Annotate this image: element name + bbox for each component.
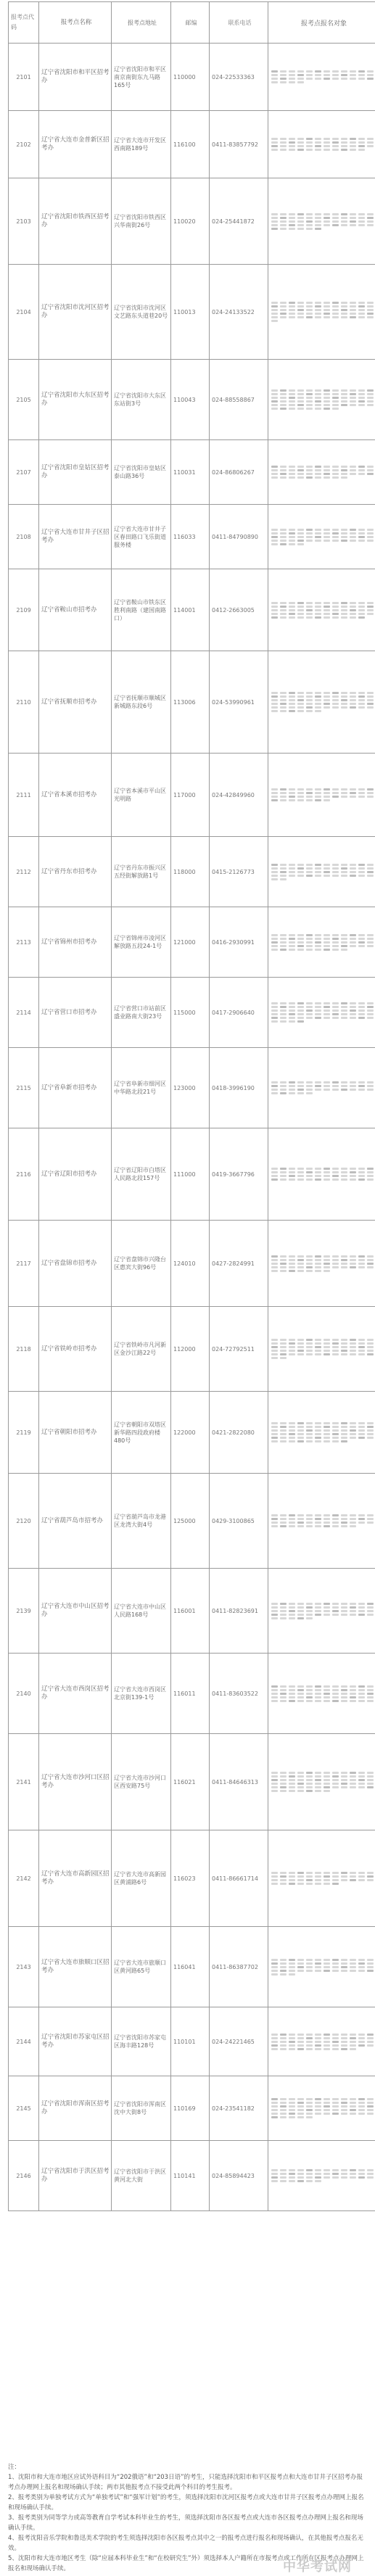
row-address: 辽宁省朝阳市双塔区新华路四段政府楼480号 (112, 1392, 171, 1474)
table-row (9, 1128, 375, 1221)
row-zip: 116041 (171, 1927, 210, 2007)
row-address: 辽宁省大连市甘井子区春田路口飞乐街道服务楼 (112, 505, 171, 569)
row-scope-blurred (268, 1830, 375, 1927)
row-address: 辽宁省丹东市振兴区五经街解放路1号 (112, 837, 171, 907)
table-row (9, 2141, 375, 2211)
row-address: 辽宁省大连市高新园区黄浦路6号 (112, 1830, 171, 1927)
table-row (9, 44, 375, 111)
header-scope: 报考点报名对象 (268, 2, 375, 44)
note-item: 4、报考沈阳音乐学院和鲁迅美术学院的考生须选择沈阳市各区报考点其中之一的报考点进行报名和现场确认，在其他报考点报名无效。 (8, 2535, 363, 2552)
row-code: 2141 (9, 1734, 39, 1830)
document (8, 1, 367, 2211)
row-code: 2120 (9, 1474, 39, 1569)
row-address: 辽宁省沈阳市铁西区兴华南街26号 (112, 178, 171, 265)
row-scope-blurred (268, 111, 375, 178)
row-name: 辽宁省丹东市招考办 (39, 837, 112, 907)
table-row (9, 1927, 375, 2007)
row-zip: 116033 (171, 505, 210, 569)
row-address: 辽宁省辽阳市白塔区人民路北段157号 (112, 1128, 171, 1221)
table-row (9, 1048, 375, 1128)
table-row (9, 978, 375, 1048)
row-name: 辽宁省本溪市招考办 (39, 754, 112, 837)
row-code: 2108 (9, 505, 39, 569)
table-row (9, 505, 375, 569)
row-scope-blurred (268, 651, 375, 754)
row-code: 2115 (9, 1048, 39, 1128)
row-phone: 0421-2822080 (210, 1392, 268, 1474)
row-scope-blurred (268, 1654, 375, 1734)
row-code: 2119 (9, 1392, 39, 1474)
row-name: 辽宁省葫芦岛市招考办 (39, 1474, 112, 1569)
row-zip: 110141 (171, 2141, 210, 2211)
row-address: 辽宁省大连市中山区人民路168号 (112, 1569, 171, 1654)
row-scope-blurred (268, 907, 375, 978)
row-zip: 110013 (171, 265, 210, 360)
table-header-row (9, 2, 375, 44)
table-row (9, 1307, 375, 1392)
row-zip: 112000 (171, 1307, 210, 1392)
row-phone: 0411-84790890 (210, 505, 268, 569)
row-phone: 024-42849960 (210, 754, 268, 837)
row-scope-blurred (268, 360, 375, 440)
row-zip: 125000 (171, 1474, 210, 1569)
row-name: 辽宁省抚顺市招考办 (39, 651, 112, 754)
row-scope-blurred (268, 1392, 375, 1474)
row-scope-blurred (268, 1474, 375, 1569)
row-address: 辽宁省沈阳市于洪区黄河北大街 (112, 2141, 171, 2211)
row-zip: 110000 (171, 44, 210, 111)
row-name: 辽宁省阜新市招考办 (39, 1048, 112, 1128)
row-name: 辽宁省辽阳市招考办 (39, 1128, 112, 1221)
row-zip: 122000 (171, 1392, 210, 1474)
note-item: 1、沈阳市和大连市地区应试外语科目为“202俄语”和“203日语”的考生，只能选择沈阳市和平区报考点和大连市甘井子区招考办报考点办理网上报名和现场确认手续；两市其他报考点不接受此两个科目的考生报考。 (8, 2474, 363, 2491)
table-row (9, 440, 375, 505)
row-phone: 024-53990961 (210, 651, 268, 754)
table-row (9, 360, 375, 440)
row-zip: 116100 (171, 111, 210, 178)
row-phone: 0418-3996190 (210, 1048, 268, 1128)
exam-site-table (8, 1, 375, 2211)
table-body (9, 44, 375, 2211)
row-code: 2143 (9, 1927, 39, 2007)
row-scope-blurred (268, 1569, 375, 1654)
row-name: 辽宁省沈阳市铁西区招考办 (39, 178, 112, 265)
table-row (9, 2007, 375, 2076)
row-zip: 110031 (171, 440, 210, 505)
row-zip: 116011 (171, 1654, 210, 1734)
table-row (9, 2076, 375, 2141)
row-code: 2140 (9, 1654, 39, 1734)
row-address: 辽宁省鞍山市铁东区胜利南路（建国南路口） (112, 569, 171, 651)
row-zip: 117000 (171, 754, 210, 837)
row-name: 辽宁省大连市甘井子区招考办 (39, 505, 112, 569)
row-scope-blurred (268, 178, 375, 265)
row-scope-blurred (268, 505, 375, 569)
row-code: 2144 (9, 2007, 39, 2076)
row-address: 辽宁省沈阳市大东区东站街3号 (112, 360, 171, 440)
header-name: 报考点名称 (39, 2, 112, 44)
note-item: 5、沈阳市和大连市地区考生（除“应届本科毕业生”和“在校研究生”外）须选择本人户籍所在市报考点或工作所在区报考点办理网上报名和现场确认手续。 (8, 2555, 364, 2572)
row-code: 2116 (9, 1128, 39, 1221)
row-zip: 121000 (171, 907, 210, 978)
row-phone: 0427-2824991 (210, 1221, 268, 1307)
row-phone: 0415-2126773 (210, 837, 268, 907)
note-item: 3、报考类别为同等学力或高等教育自学考试本科毕业生的考生，须选择沈阳市各区报考点或大连市各区报考点办理网上报名和现场确认手续。 (8, 2514, 363, 2532)
table-row (9, 1474, 375, 1569)
row-scope-blurred (268, 837, 375, 907)
row-phone: 024-25441872 (210, 178, 268, 265)
table-row (9, 111, 375, 178)
notes-heading: 注： (8, 2464, 21, 2471)
table-row (9, 651, 375, 754)
row-phone: 0419-3667796 (210, 1128, 268, 1221)
row-phone: 024-88558867 (210, 360, 268, 440)
row-phone: 024-23541182 (210, 2076, 268, 2141)
table-row (9, 754, 375, 837)
row-phone: 024-86806267 (210, 440, 268, 505)
row-address: 辽宁省营口市站前区盛业路南大街23号 (112, 978, 171, 1048)
row-zip: 110020 (171, 178, 210, 265)
row-address: 辽宁省沈阳市皇姑区泰山路36号 (112, 440, 171, 505)
row-name: 辽宁省盘锦市招考办 (39, 1221, 112, 1307)
row-zip: 114001 (171, 569, 210, 651)
row-code: 2113 (9, 907, 39, 978)
row-phone: 0429-3100865 (210, 1474, 268, 1569)
header-zip: 邮编 (171, 2, 210, 44)
row-phone: 0411-83857792 (210, 111, 268, 178)
row-address: 辽宁省大连市旅顺口区黄河路65号 (112, 1927, 171, 2007)
row-code: 2111 (9, 754, 39, 837)
row-zip: 115000 (171, 978, 210, 1048)
row-name: 辽宁省铁岭市招考办 (39, 1307, 112, 1392)
row-code: 2109 (9, 569, 39, 651)
row-name: 辽宁省大连市金普新区招考办 (39, 111, 112, 178)
row-scope-blurred (268, 2007, 375, 2076)
row-zip: 113006 (171, 651, 210, 754)
row-zip: 116021 (171, 1734, 210, 1830)
table-row (9, 837, 375, 907)
row-name: 辽宁省沈阳市皇姑区招考办 (39, 440, 112, 505)
row-phone: 024-85894423 (210, 2141, 268, 2211)
row-scope-blurred (268, 1221, 375, 1307)
header-address: 报考点地址 (112, 2, 171, 44)
row-zip: 124010 (171, 1221, 210, 1307)
row-code: 2114 (9, 978, 39, 1048)
row-code: 2101 (9, 44, 39, 111)
row-scope-blurred (268, 978, 375, 1048)
row-code: 2102 (9, 111, 39, 178)
row-address: 辽宁省大连市开发区西南路189号 (112, 111, 171, 178)
row-name: 辽宁省锦州市招考办 (39, 907, 112, 978)
table-row (9, 1734, 375, 1830)
row-scope-blurred (268, 1307, 375, 1392)
row-code: 2146 (9, 2141, 39, 2211)
row-code: 2105 (9, 360, 39, 440)
row-name: 辽宁省大连市西岗区招考办 (39, 1654, 112, 1734)
row-code: 2118 (9, 1307, 39, 1392)
row-address: 辽宁省本溪市平山区光明路 (112, 754, 171, 837)
row-scope-blurred (268, 265, 375, 360)
row-phone: 0411-82823691 (210, 1569, 268, 1654)
row-name: 辽宁省营口市招考办 (39, 978, 112, 1048)
row-code: 2139 (9, 1569, 39, 1654)
row-scope-blurred (268, 2141, 375, 2211)
table-row (9, 1392, 375, 1474)
row-zip: 111000 (171, 1128, 210, 1221)
row-scope-blurred (268, 569, 375, 651)
row-name: 辽宁省大连市高新园区招考办 (39, 1830, 112, 1927)
row-name: 辽宁省沈阳市于洪区招考办 (39, 2141, 112, 2211)
row-code: 2112 (9, 837, 39, 907)
row-name: 辽宁省沈阳市沈河区招考办 (39, 265, 112, 360)
row-address: 辽宁省锦州市凌河区解放路五段24-1号 (112, 907, 171, 978)
row-address: 辽宁省大连市沙河口区西安路75号 (112, 1734, 171, 1830)
row-address: 辽宁省铁岭市凡河新区金沙江路22号 (112, 1307, 171, 1392)
row-phone: 0411-84646313 (210, 1734, 268, 1830)
row-phone: 024-72792511 (210, 1307, 268, 1392)
row-address: 辽宁省沈阳市浑南区沈中大街8号 (112, 2076, 171, 2141)
row-name: 辽宁省沈阳市苏家屯区招考办 (39, 2007, 112, 2076)
row-name: 辽宁省鞍山市招考办 (39, 569, 112, 651)
row-phone: 024-22533363 (210, 44, 268, 111)
row-code: 2104 (9, 265, 39, 360)
row-code: 2107 (9, 440, 39, 505)
watermark-logo: 中华考试网 (283, 2559, 352, 2575)
row-name: 辽宁省沈阳市和平区招考办 (39, 44, 112, 111)
table-row (9, 907, 375, 978)
row-zip: 110169 (171, 2076, 210, 2141)
row-scope-blurred (268, 1048, 375, 1128)
row-name: 辽宁省沈阳市浑南区招考办 (39, 2076, 112, 2141)
table-row (9, 265, 375, 360)
row-phone: 0416-2930991 (210, 907, 268, 978)
row-name: 辽宁省沈阳市大东区招考办 (39, 360, 112, 440)
row-code: 2103 (9, 178, 39, 265)
row-scope-blurred (268, 44, 375, 111)
table-row (9, 1569, 375, 1654)
row-address: 辽宁省大连市西岗区北京街139-1号 (112, 1654, 171, 1734)
row-address: 辽宁省抚顺市顺城区新城路东段6号 (112, 651, 171, 754)
row-scope-blurred (268, 440, 375, 505)
row-name: 辽宁省大连市旅顺口区招考办 (39, 1927, 112, 2007)
row-zip: 116023 (171, 1830, 210, 1927)
row-address: 辽宁省沈阳市苏家屯区海丰路128号 (112, 2007, 171, 2076)
table-row (9, 1830, 375, 1927)
row-code: 2110 (9, 651, 39, 754)
row-name: 辽宁省朝阳市招考办 (39, 1392, 112, 1474)
row-zip: 110043 (171, 360, 210, 440)
row-address: 辽宁省沈阳市和平区南京南街东九马路165号 (112, 44, 171, 111)
row-zip: 123000 (171, 1048, 210, 1128)
row-scope-blurred (268, 754, 375, 837)
row-phone: 024-24133522 (210, 265, 268, 360)
row-scope-blurred (268, 2076, 375, 2141)
table-row (9, 1221, 375, 1307)
row-phone: 0412-2663005 (210, 569, 268, 651)
row-scope-blurred (268, 1734, 375, 1830)
row-code: 2117 (9, 1221, 39, 1307)
row-phone: 024-24221465 (210, 2007, 268, 2076)
row-phone: 0417-2906640 (210, 978, 268, 1048)
row-address: 辽宁省盘锦市兴隆台区惠宾大街96号 (112, 1221, 171, 1307)
table-row (9, 569, 375, 651)
row-scope-blurred (268, 1128, 375, 1221)
row-address: 辽宁省沈阳市沈河区文艺路东头道巷20号 (112, 265, 171, 360)
row-zip: 118000 (171, 837, 210, 907)
header-phone: 联系电话 (210, 2, 268, 44)
row-code: 2142 (9, 1830, 39, 1927)
header-code: 报考点代码 (9, 2, 39, 44)
row-name: 辽宁省大连市沙河口区招考办 (39, 1734, 112, 1830)
row-scope-blurred (268, 1927, 375, 2007)
row-address: 辽宁省葫芦岛市龙港区龙湾大街4号 (112, 1474, 171, 1569)
table-row (9, 178, 375, 265)
row-address: 辽宁省阜新市细河区中华路北段21号 (112, 1048, 171, 1128)
row-name: 辽宁省大连市中山区招考办 (39, 1569, 112, 1654)
note-item: 2、报考类别为单独考试方式为“单独考试”和“强军计划”的考生，须选择沈阳市沈河区报考点或大连市甘井子区报考点办理网上报名和现场确认手续。 (8, 2494, 364, 2511)
table-row (9, 1654, 375, 1734)
row-code: 2145 (9, 2076, 39, 2141)
row-phone: 0411-83603522 (210, 1654, 268, 1734)
row-zip: 110101 (171, 2007, 210, 2076)
row-phone: 0411-86661714 (210, 1830, 268, 1927)
row-phone: 0411-86387702 (210, 1927, 268, 2007)
row-zip: 116001 (171, 1569, 210, 1654)
